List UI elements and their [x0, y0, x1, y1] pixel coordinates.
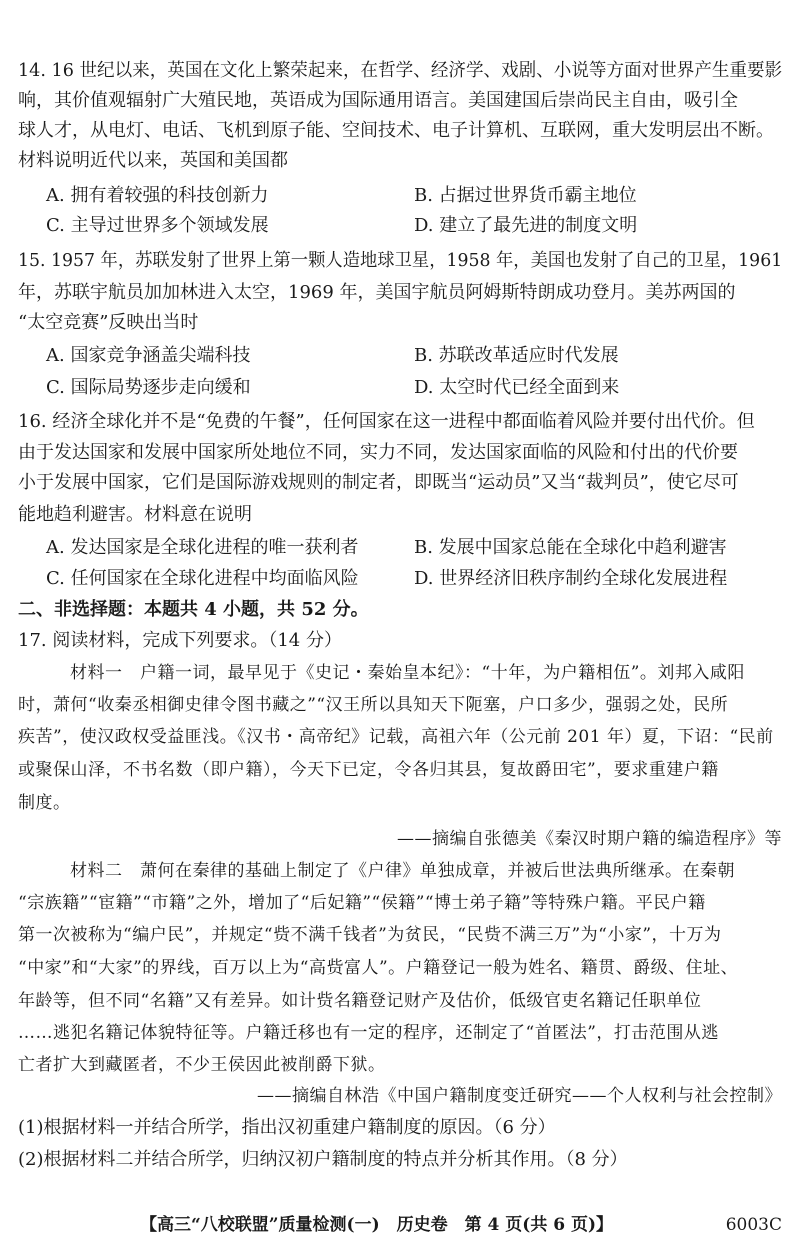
q14-line-3: 球人才，从电灯、电话、飞机到原子能、空间技术、电子计算机、互联网，重大发明层出不断。	[18, 120, 774, 141]
q16-option-b: B. 发展中国家总能在全球化中趋利避害	[414, 537, 727, 558]
q17-title: 17. 阅读材料，完成下列要求。（14 分）	[18, 630, 342, 651]
material2-line-5: 年龄等，但不同“名籍”又有差异。如计赀名籍登记财产及估价，低级官吏名籍记任职单位	[18, 991, 702, 1011]
material1-line-2: 时，萧何“收秦丞相御史律令图书藏之”“汉王所以具知天下阨塞，户口多少，强弱之处，民所	[18, 695, 729, 715]
q16-line-3: 小于发展中国家，它们是国际游戏规则的制定者，即既当“运动员”又当“裁判员”，使它尽可	[18, 472, 739, 493]
q14-option-d: D. 建立了最先进的制度文明	[414, 215, 638, 236]
q14-line-4: 材料说明近代以来，英国和美国都	[18, 150, 288, 171]
material1-line-3: 疾苦”，使汉政权受益匪浅。《汉书・高帝纪》记载，高祖六年（公元前 201 年）夏，下诏：“民前	[18, 727, 774, 747]
q14-option-c: C. 主导过世界多个领域发展	[46, 215, 269, 236]
section-heading: 二、非选择题：本题共 4 小题，共 52 分。	[18, 599, 369, 620]
q14-option-b: B. 占据过世界货币霸主地位	[414, 185, 637, 206]
material2-line-4: “中家”和“大家”的界线，百万以上为“高赀富人”。户籍登记一般为姓名、籍贯、爵级、住址、	[18, 958, 739, 978]
material2-line-3: 第一次被称为“编户民”，并规定“赀不满千钱者”为贫民，“民赀不满三万”为“小家”，十万为	[18, 925, 722, 945]
material1-line-4: 或聚保山泽，不书名数（即户籍），今天下已定，令各归其县，复故爵田宅”，要求重建户籍	[18, 760, 719, 780]
q14-line-2: 响，其价值观辐射广大殖民地，英语成为国际通用语言。美国建国后崇尚民主自由，吸引全	[18, 90, 738, 111]
q15-option-d: D. 太空时代已经全面到来	[414, 377, 620, 398]
material1-source: ——摘编自张德美《秦汉时期户籍的编造程序》等	[397, 829, 782, 849]
q14-line-1: 14. 16 世纪以来，英国在文化上繁荣起来，在哲学、经济学、戏剧、小说等方面对世界产生重要影	[18, 60, 783, 81]
material2-line-7: 亡者扩大到藏匿者，不少王侯因此被削爵下狱。	[18, 1055, 386, 1075]
material2-line-2: “宗族籍”“宦籍”“市籍”之外，增加了“后妃籍”“侯籍”“博士弟子籍”等特殊户籍。平民户籍	[18, 893, 706, 913]
q16-line-1: 16. 经济全球化并不是“免费的午餐”，任何国家在这一进程中都面临着风险并要付出代价。但	[18, 411, 755, 432]
q15-option-a: A. 国家竞争涵盖尖端科技	[46, 345, 251, 366]
q16-option-d: D. 世界经济旧秩序制约全球化发展进程	[414, 568, 728, 589]
page-footer	[0, 1212, 800, 1238]
footer-code: 6003C	[725, 1215, 782, 1235]
material1-line-1: 材料一 户籍一词，最早见于《史记・秦始皇本纪》：“十年，为户籍相伍”。刘邦入咸阳	[70, 663, 745, 683]
q16-option-c: C. 任何国家在全球化进程中均面临风险	[46, 568, 359, 589]
q17-sub-2: (2)根据材料二并结合所学，归纳汉初户籍制度的特点并分析其作用。（8 分）	[18, 1149, 628, 1170]
material2-line-6: ……逃犯名籍记体貌特征等。户籍迁移也有一定的程序，还制定了“首匿法”，打击范围从逃	[18, 1023, 719, 1043]
q16-line-2: 由于发达国家和发展中国家所处地位不同，实力不同，发达国家面临的风险和付出的代价要	[18, 442, 738, 463]
q15-option-c: C. 国际局势逐步走向缓和	[46, 377, 251, 398]
q17-sub-1: (1)根据材料一并结合所学，指出汉初重建户籍制度的原因。（6 分）	[18, 1117, 556, 1138]
q15-line-3: “太空竞赛”反映出当时	[18, 312, 199, 333]
material1-line-5: 制度。	[18, 793, 71, 813]
q14-option-a: A. 拥有着较强的科技创新力	[46, 185, 269, 206]
q15-option-b: B. 苏联改革适应时代发展	[414, 345, 619, 366]
q15-line-2: 年，苏联宇航员加加林进入太空，1969 年，美国宇航员阿姆斯特朗成功登月。美苏两国的	[18, 282, 736, 303]
q16-option-a: A. 发达国家是全球化进程的唯一获利者	[46, 537, 359, 558]
material2-source: ——摘编自林浩《中国户籍制度变迁研究——个人权利与社会控制》	[257, 1086, 782, 1106]
footer-title: 【高三“八校联盟”质量检测(一) 历史卷 第 4 页(共 6 页)】	[140, 1215, 614, 1235]
material2-line-1: 材料二 萧何在秦律的基础上制定了《户律》单独成章，并被后世法典所继承。在秦朝	[70, 861, 735, 881]
q15-line-1: 15. 1957 年，苏联发射了世界上第一颗人造地球卫星，1958 年，美国也发射了自己的卫星，1961	[18, 250, 783, 271]
q16-line-4: 能地趋利避害。材料意在说明	[18, 504, 252, 525]
